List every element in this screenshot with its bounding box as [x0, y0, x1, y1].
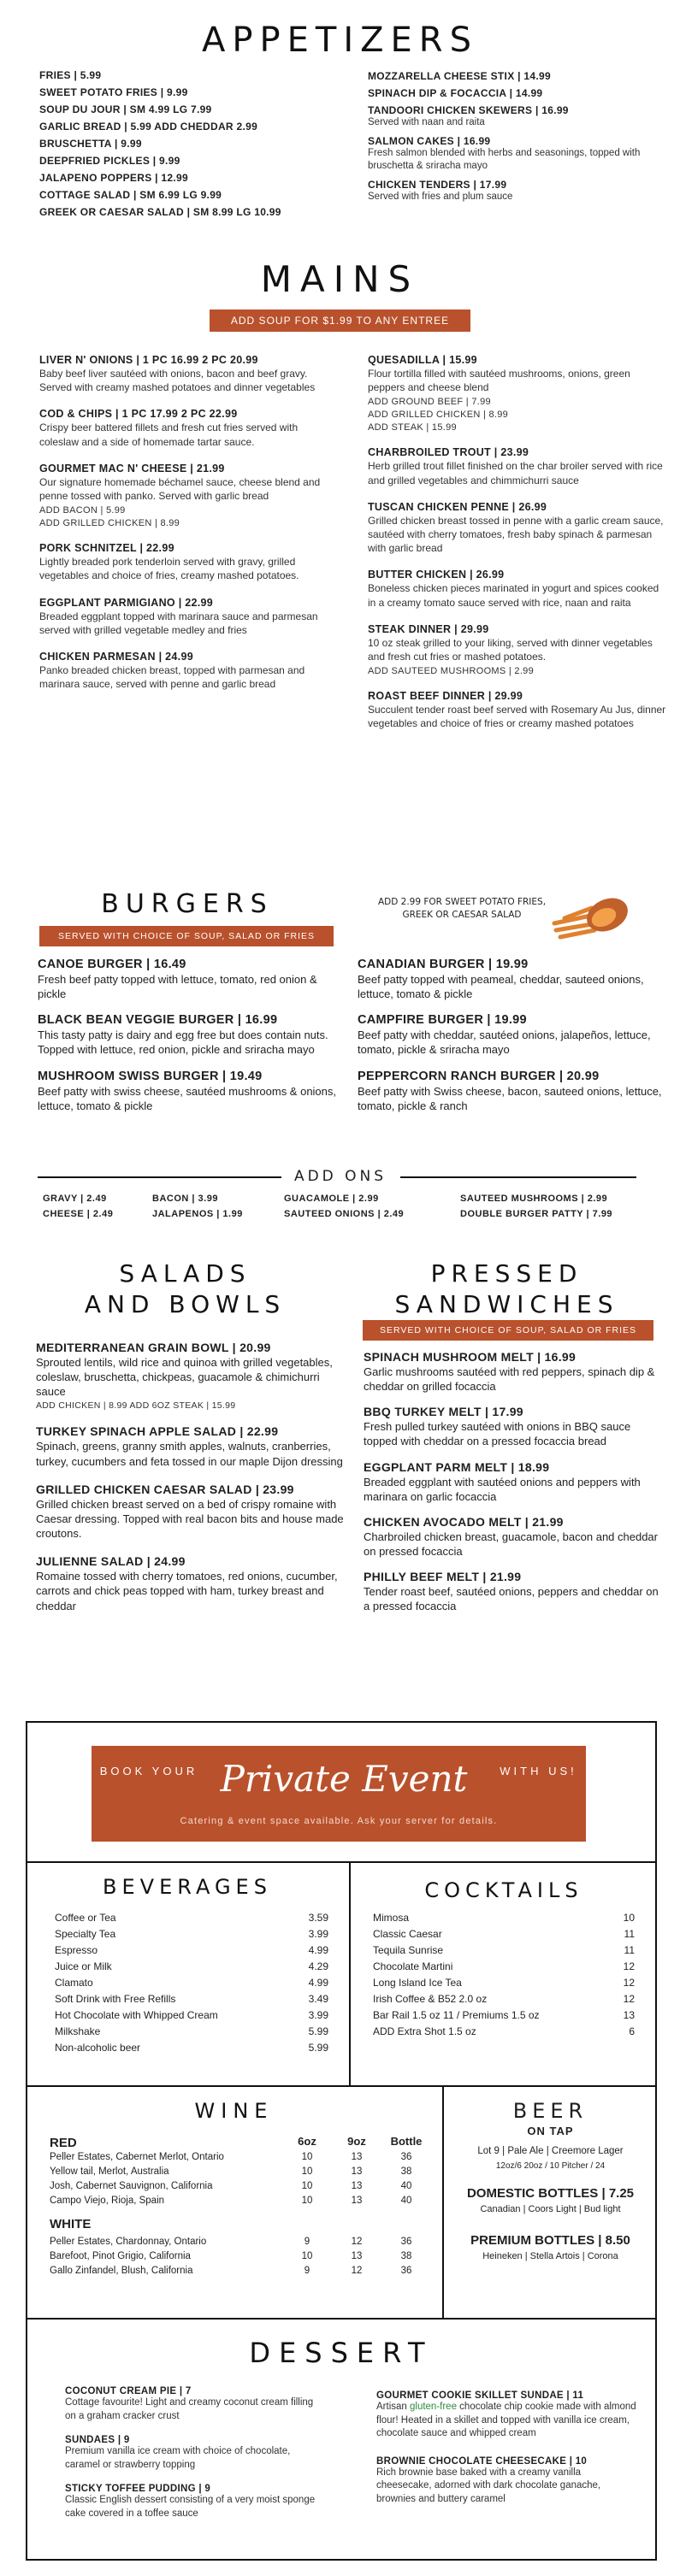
beverage-row [55, 2024, 328, 2040]
beer-title: BEER [512, 2099, 588, 2123]
appetizer-item: GREEK OR CAESAR SALAD | SM 8.99 LG 10.99 [39, 206, 281, 218]
beverage-price: 3.49 [308, 1993, 328, 2005]
beverage-row [55, 1910, 328, 1926]
addons-title: ADD ONS [293, 1168, 387, 1185]
burger-item [38, 1013, 346, 1057]
menu-item [39, 542, 330, 582]
menu-item-addon: ADD GRILLED CHICKEN | 8.99 [368, 410, 509, 421]
beer-on-tap: ON TAP [527, 2125, 574, 2137]
dessert-desc-pre: Artisan [376, 2402, 410, 2412]
addons-column [152, 1191, 243, 1222]
event-with-text: WITH US! [500, 1765, 577, 1777]
cocktail-price: 6 [629, 2025, 635, 2037]
beverage-name: Juice or Milk [55, 1960, 112, 1972]
wine-name: Gallo Zinfandel, Blush, California [50, 2266, 193, 2276]
burger-name: BLACK BEAN VEGGIE BURGER | 16.99 [38, 1013, 278, 1028]
burger-desc: This tasty patty is dairy and egg free but does contain nuts. Topped with lettuce, red onion, pickle and sriracha mayo [38, 1029, 328, 1057]
addon-item: JALAPENOS | 1.99 [152, 1209, 243, 1219]
salad-name: MEDITERRANEAN GRAIN BOWL | 20.99 [36, 1341, 271, 1354]
appetizer-desc: Served with fries and plum sauce [368, 191, 513, 202]
salad-item [36, 1483, 344, 1541]
wine-red-table [50, 2132, 431, 2208]
wine-price: 10 [301, 2181, 313, 2191]
menu-item [39, 408, 330, 448]
appetizer-desc: Fresh salmon blended with herbs and seasonings, topped with bruschetta & sriracha mayo [368, 147, 641, 172]
sandwich-item [364, 1570, 663, 1613]
beverage-price: 3.59 [308, 1912, 328, 1924]
appetizers-right [368, 70, 659, 209]
menu-item [39, 597, 330, 637]
burger-name: MUSHROOM SWISS BURGER | 19.49 [38, 1069, 263, 1083]
burger-item [358, 1070, 665, 1113]
burger-item [358, 958, 665, 1001]
divider-after-drinks [26, 2085, 657, 2087]
wine-price: 13 [351, 2166, 363, 2177]
menu-item [368, 690, 669, 730]
sandwich-desc: Fresh pulled turkey sautéed with onions in BBQ sauce topped with cheddar on a pressed focaccia bread [364, 1420, 631, 1448]
sandwich-item [364, 1405, 663, 1448]
dessert-left [65, 2386, 326, 2532]
menu-item-desc: Succulent tender roast beef served with Rosemary Au Jus, dinner vegetables and choice of fries or creamy mashed potatoes [368, 704, 666, 730]
wine-price: 12 [351, 2237, 363, 2247]
menu-item [368, 569, 669, 609]
burger-desc: Beef patty with swiss cheese, sautéed mushrooms & onions, lettuce, tomato & pickle [38, 1084, 337, 1112]
cocktails-list [373, 1910, 635, 2040]
dessert-name: STICKY TOFFEE PUDDING | 9 [65, 2484, 211, 2495]
cocktail-price: 13 [623, 2009, 635, 2021]
menu-item-name: GOURMET MAC N' CHEESE | 21.99 [39, 462, 225, 475]
appetizer-item: BRUSCHETTA | 9.99 [39, 138, 142, 150]
cocktail-name: Long Island Ice Tea [373, 1977, 462, 1989]
wine-row [50, 2179, 431, 2194]
salad-name: GRILLED CHICKEN CAESAR SALAD | 23.99 [36, 1482, 294, 1496]
beverage-row [55, 1959, 328, 1975]
wine-price: 40 [400, 2196, 412, 2206]
appetizer-name: MOZZARELLA CHEESE STIX | 14.99 [368, 70, 551, 82]
wine-price: 9 [304, 2237, 310, 2247]
burger-name: CAMPFIRE BURGER | 19.99 [358, 1013, 527, 1028]
wine-price: 13 [351, 2152, 363, 2162]
burger-item [358, 1013, 665, 1057]
wine-name: Peller Estates, Chardonnay, Ontario [50, 2237, 207, 2247]
dessert-item [65, 2386, 326, 2423]
cocktail-row [373, 1975, 635, 1991]
wine-header-9oz: 9oz [347, 2135, 366, 2148]
menu-item-desc: Our signature homemade béchamel sauce, cheese blend and penne tossed with panko. Served with garlic bread [39, 475, 321, 502]
cocktail-price: 11 [624, 1944, 635, 1956]
menu-item [39, 651, 330, 691]
beverage-row [55, 1975, 328, 1991]
wine-price: 38 [400, 2166, 412, 2177]
beverage-name: Coffee or Tea [55, 1912, 116, 1924]
cocktail-row [373, 1926, 635, 1942]
cocktail-row [373, 2024, 635, 2040]
addons-column [284, 1191, 404, 1222]
salad-item [36, 1554, 344, 1612]
dessert-right [376, 2390, 637, 2521]
salad-desc: Romaine tossed with cherry tomatoes, red onions, cucumber, carrots and chick peas topped with ham, turkey breast and cheddar [36, 1570, 338, 1612]
menu-item-name: CHICKEN PARMESAN | 24.99 [39, 650, 193, 663]
beverage-row [55, 2007, 328, 2024]
wine-price: 10 [301, 2196, 313, 2206]
menu-item-addon: ADD GROUND BEEF | 7.99 [368, 397, 491, 408]
beverage-name: Hot Chocolate with Whipped Cream [55, 2009, 218, 2021]
beverages-title: BEVERAGES [103, 1875, 272, 1899]
sandwich-desc: Garlic mushrooms sautéed with red peppers, spinach dip & cheddar on grilled focaccia [364, 1365, 655, 1394]
salads-title [38, 1259, 333, 1320]
beverage-row [55, 2040, 328, 2056]
beverage-name: Non-alcoholic beer [55, 2042, 141, 2054]
cocktail-price: 12 [623, 1993, 635, 2005]
salad-name: JULIENNE SALAD | 24.99 [36, 1554, 186, 1569]
wine-white-table [50, 2235, 431, 2278]
wine-price: 36 [400, 2152, 412, 2162]
sandwich-desc: Charbroiled chicken breast, guacamole, bacon and cheddar on pressed focaccia [364, 1530, 658, 1559]
wine-price: 10 [301, 2166, 313, 2177]
wine-row [50, 2194, 431, 2208]
beverage-name: Espresso [55, 1944, 98, 1956]
menu-item-desc: Herb grilled trout fillet finished on the char broiler served with rice and grilled vegetables and chimmichurri sauce [368, 460, 663, 486]
gluten-free-label: gluten-free [410, 2402, 457, 2412]
dessert-item [65, 2484, 326, 2520]
appetizer-item [368, 179, 659, 204]
beer-section [444, 2099, 657, 2261]
menu-item-addon: ADD BACON | 5.99 [39, 505, 126, 516]
wine-price: 13 [351, 2181, 363, 2191]
addon-item: CHEESE | 2.49 [43, 1209, 114, 1219]
addon-item: SAUTEED MUSHROOMS | 2.99 [460, 1194, 608, 1204]
burger-desc: Beef patty with Swiss cheese, bacon, sauteed onions, lettuce, tomato, pickle & ranch [358, 1084, 662, 1112]
cocktails-title: COCKTAILS [424, 1878, 583, 1902]
beverage-price: 4.99 [308, 1944, 328, 1956]
appetizer-name: SPINACH DIP & FOCACCIA | 14.99 [368, 87, 543, 99]
menu-item-addon: ADD GRILLED CHICKEN | 8.99 [39, 518, 180, 529]
beer-premium-list: Heineken | Stella Artois | Corona [482, 2251, 618, 2261]
sandwich-item [364, 1515, 663, 1559]
burger-item [38, 1070, 346, 1113]
dessert-desc [376, 2401, 637, 2441]
beverage-price: 3.99 [308, 2009, 328, 2021]
beverage-price: 4.29 [308, 1960, 328, 1972]
appetizers-title: APPETIZERS [202, 21, 478, 60]
wine-section [50, 2132, 431, 2278]
beverage-price: 5.99 [308, 2042, 328, 2054]
sandwich-name: SPINACH MUSHROOM MELT | 16.99 [364, 1350, 577, 1364]
sandwich-item [364, 1350, 663, 1394]
cocktail-row [373, 2007, 635, 2024]
beverage-price: 3.99 [308, 1928, 328, 1940]
burgers-title: BURGERS [101, 889, 274, 919]
beverage-row [55, 1942, 328, 1959]
appetizer-item: GARLIC BREAD | 5.99 ADD CHEDDAR 2.99 [39, 121, 258, 133]
sandwich-name: EGGPLANT PARM MELT | 18.99 [364, 1459, 550, 1474]
dessert-desc-text: chocolate chip cookie made with almond flour! Heated in a skillet and topped with vanilla ice cream, chocolate sauce and whipped cream [376, 2402, 636, 2439]
event-script-text: Private Event [220, 1758, 468, 1800]
menu-item-name: EGGPLANT PARMIGIANO | 22.99 [39, 596, 214, 609]
appetizer-item: SWEET POTATO FRIES | 9.99 [39, 86, 188, 98]
burgers-band: SERVED WITH CHOICE OF SOUP, SALAD OR FRIES [39, 926, 334, 946]
menu-item-desc: 10 oz steak grilled to your liking, served with dinner vegetables and fresh cut fries or mashed potatoes. [368, 636, 653, 663]
cocktail-name: Mimosa [373, 1912, 410, 1924]
appetizer-item [368, 135, 659, 174]
mains-right [368, 354, 669, 744]
beverage-name: Specialty Tea [55, 1928, 116, 1940]
sandwich-name: PHILLY BEEF MELT | 21.99 [364, 1570, 522, 1584]
appetizer-item: SOUP DU JOUR | SM 4.99 LG 7.99 [39, 103, 212, 115]
sandwiches-band: SERVED WITH CHOICE OF SOUP, SALAD OR FRIES [363, 1320, 653, 1341]
appetizer-name: CHICKEN TENDERS | 17.99 [368, 178, 507, 191]
salad-item [36, 1341, 344, 1411]
wine-name: Barefoot, Pinot Grigio, California [50, 2251, 191, 2261]
wine-row [50, 2249, 431, 2264]
salad-desc: Grilled chicken breast served on a bed of crispy romaine with Caesar dressing. Topped with real bacon bits and house made croutons. [36, 1497, 344, 1541]
salads-title-line1: SALADS [119, 1259, 251, 1288]
cocktail-row [373, 1942, 635, 1959]
addon-item: SAUTEED ONIONS | 2.49 [284, 1209, 405, 1219]
appetizer-item [368, 87, 659, 99]
cocktail-name: Irish Coffee & B52 2.0 oz [373, 1993, 488, 2005]
wine-name: Josh, Cabernet Sauvignon, California [50, 2181, 213, 2191]
burger-name: CANOE BURGER | 16.49 [38, 958, 186, 971]
addons-rule-right [400, 1176, 636, 1178]
wine-price: 10 [301, 2251, 313, 2261]
wine-name: Campo Viejo, Rioja, Spain [50, 2196, 165, 2206]
sandwich-name: BBQ TURKEY MELT | 17.99 [364, 1405, 523, 1419]
sandwiches-title-line2: SANDWICHES [394, 1290, 619, 1318]
wine-price: 12 [351, 2266, 363, 2276]
dessert-desc: Cottage favourite! Light and creamy coconut cream filling on a graham cracker crust [65, 2397, 314, 2421]
menu-item [368, 501, 669, 556]
dessert-desc: Classic English dessert consisting of a very moist sponge cake covered in a toffee sauce [65, 2495, 316, 2519]
wine-price: 13 [351, 2196, 363, 2206]
appetizer-item: FRIES | 5.99 [39, 69, 102, 81]
cocktail-name: ADD Extra Shot 1.5 oz [373, 2025, 476, 2037]
wine-row [50, 2264, 431, 2278]
menu-item-name: PORK SCHNITZEL | 22.99 [39, 542, 174, 555]
beer-tap-list: Lot 9 | Pale Ale | Creemore Lager [477, 2146, 624, 2156]
menu-item-name: LIVER N' ONIONS | 1 PC 16.99 2 PC 20.99 [39, 354, 258, 366]
dessert-item [65, 2435, 326, 2472]
wine-price: 9 [304, 2266, 310, 2276]
wine-price: 36 [400, 2266, 412, 2276]
wine-white-label: WHITE [50, 2217, 92, 2231]
dessert-name: GOURMET COOKIE SKILLET SUNDAE | 11 [376, 2390, 584, 2401]
sweet-potato-icon [547, 889, 633, 942]
sandwich-desc: Tender roast beef, sautéed onions, peppers and cheddar on a pressed focaccia [364, 1585, 659, 1613]
wine-price: 40 [400, 2181, 412, 2191]
beverage-name: Milkshake [55, 2025, 101, 2037]
menu-item-name: STEAK DINNER | 29.99 [368, 622, 489, 635]
wine-price: 38 [400, 2251, 412, 2261]
sandwich-desc: Breaded eggplant with sautéed onions and peppers with marinara on garlic focaccia [364, 1475, 641, 1503]
beer-domestic-list: Canadian | Coors Light | Bud light [480, 2204, 621, 2214]
burger-item [38, 958, 346, 1001]
menu-item [368, 623, 669, 676]
appetizer-desc: Served with naan and raita [368, 117, 485, 127]
dessert-desc-text: Rich brownie base baked with a creamy vanilla cheesecake, adorned with dark chocolate ganache, brownies and buttery caramel [376, 2467, 601, 2504]
wine-row [50, 2235, 431, 2249]
salad-desc: Spinach, greens, granny smith apples, walnuts, cranberries, turkey, cucumbers and feta tossed in our maple Dijon dressing [36, 1440, 343, 1468]
appetizer-name: TANDOORI CHICKEN SKEWERS | 16.99 [368, 104, 569, 116]
menu-item-name: CHARBROILED TROUT | 23.99 [368, 446, 529, 459]
cocktail-name: Bar Rail 1.5 oz 11 / Premiums 1.5 oz [373, 2009, 540, 2021]
appetizer-item [368, 70, 659, 82]
menu-item-name: COD & CHIPS | 1 PC 17.99 2 PC 22.99 [39, 408, 238, 421]
appetizer-item [368, 104, 659, 130]
wine-header-6oz: 6oz [298, 2135, 316, 2148]
menu-item-desc: Baby beef liver sautéed with onions, bacon and beef gravy. Served with creamy mashed potatoes and dinner vegetables [39, 368, 316, 394]
addons-column [43, 1191, 113, 1222]
cocktail-row [373, 1991, 635, 2007]
wine-name: Yellow tail, Merlot, Australia [50, 2166, 169, 2177]
burger-name: CANADIAN BURGER | 19.99 [358, 958, 529, 971]
burgers-right [358, 958, 665, 1125]
beverage-row [55, 1991, 328, 2007]
beverage-name: Clamato [55, 1977, 93, 1989]
sandwiches-title [359, 1259, 654, 1320]
appetizer-name: SALMON CAKES | 16.99 [368, 134, 491, 147]
menu-item-name: TUSCAN CHICKEN PENNE | 26.99 [368, 500, 547, 513]
salad-name: TURKEY SPINACH APPLE SALAD | 22.99 [36, 1424, 279, 1439]
cocktail-price: 10 [623, 1912, 635, 1924]
wine-row [50, 2165, 431, 2179]
dessert-title: DESSERT [249, 2337, 434, 2369]
menu-item-name: QUESADILLA | 15.99 [368, 354, 477, 366]
mains-title: MAINS [260, 258, 420, 300]
burgers-note: ADD 2.99 FOR SWEET POTATO FRIES, GREEK OR CAESAR SALAD [377, 897, 547, 920]
wine-price: 10 [301, 2152, 313, 2162]
appetizer-item: JALAPENO POPPERS | 12.99 [39, 172, 188, 184]
dessert-desc [376, 2467, 637, 2507]
wine-name: Peller Estates, Cabernet Merlot, Ontario [50, 2152, 224, 2162]
divider-before-dessert [26, 2318, 657, 2320]
burger-name: PEPPERCORN RANCH BURGER | 20.99 [358, 1069, 600, 1083]
salad-item [36, 1424, 344, 1468]
cocktail-price: 11 [624, 1928, 635, 1940]
beverage-row [55, 1926, 328, 1942]
event-subtext: Catering & event space available. Ask your server for details. [180, 1816, 498, 1826]
sandwiches-list [364, 1350, 663, 1625]
menu-item-name: ROAST BEEF DINNER | 29.99 [368, 690, 523, 703]
burger-desc: Beef patty topped with peameal, cheddar, sauteed onions, lettuce, tomato & pickle [358, 973, 644, 1001]
appetizers-left [39, 67, 356, 221]
menu-item-desc: Boneless chicken pieces marinated in yogurt and spices cooked in a creamy tomato sauce served with rice, naan and raita [368, 582, 659, 609]
wine-price: 13 [351, 2251, 363, 2261]
addons-rule-left [38, 1176, 281, 1178]
mains-soup-band: ADD SOUP FOR $1.99 TO ANY ENTREE [210, 309, 470, 332]
beer-domestic: DOMESTIC BOTTLES | 7.25 [466, 2186, 635, 2201]
salads-list [36, 1341, 344, 1627]
menu-item-addon: ADD STEAK | 15.99 [368, 422, 457, 433]
menu-item-desc: Panko breaded chicken breast, topped with parmesan and marinara sauce, served with penne and garlic bread [39, 663, 305, 691]
beverages-list [55, 1910, 328, 2056]
dessert-name: SUNDAES | 9 [65, 2435, 130, 2446]
cocktail-name: Tequila Sunrise [373, 1944, 444, 1956]
cocktail-row [373, 1959, 635, 1975]
cocktail-name: Chocolate Martini [373, 1960, 453, 1972]
salad-addon: ADD CHICKEN | 8.99 ADD 6OZ STEAK | 15.99 [36, 1400, 236, 1412]
cocktail-price: 12 [623, 1977, 635, 1989]
menu-item-name: BUTTER CHICKEN | 26.99 [368, 569, 505, 581]
cocktail-name: Classic Caesar [373, 1928, 442, 1940]
menu-item-desc: Crispy beer battered fillets and fresh cut fries served with coleslaw and a side of homemade tartar sauce. [39, 421, 299, 448]
sandwich-item [364, 1460, 663, 1504]
private-event-banner [92, 1746, 586, 1842]
divider-after-banner [26, 1861, 657, 1863]
dessert-desc: Premium vanilla ice cream with choice of chocolate, caramel or strawberry topping [65, 2446, 291, 2470]
appetizer-item: DEEPFRIED PICKLES | 9.99 [39, 155, 180, 167]
beverage-name: Soft Drink with Free Refills [55, 1993, 176, 2005]
menu-item [39, 354, 330, 394]
beer-tap-sizes: 12oz/6 20oz / 10 Pitcher / 24 [495, 2161, 606, 2171]
sandwich-name: CHICKEN AVOCADO MELT | 21.99 [364, 1514, 564, 1529]
burger-desc: Beef patty with cheddar, sautéed onions, jalapeños, lettuce, tomato, pickle & sriracha mayo [358, 1029, 651, 1057]
burger-desc: Fresh beef patty topped with lettuce, tomato, red onion & pickle [38, 973, 317, 1001]
appetizer-item: COTTAGE SALAD | SM 6.99 LG 9.99 [39, 189, 222, 201]
menu-item-desc: Flour tortilla filled with sautéed mushrooms, onions, green peppers and cheese blend [368, 368, 630, 394]
addons-column [460, 1191, 612, 1222]
dessert-item [376, 2456, 637, 2507]
beer-premium: PREMIUM BOTTLES | 8.50 [470, 2233, 630, 2248]
dessert-item [376, 2390, 637, 2441]
sandwiches-title-line1: PRESSED [430, 1259, 583, 1288]
salad-desc: Sprouted lentils, wild rice and quinoa with grilled vegetables, coleslaw, bruschetta, chickpeas, guacamole & chimichurri sauce [36, 1356, 333, 1399]
dessert-name: BROWNIE CHOCOLATE CHEESECAKE | 10 [376, 2455, 588, 2467]
wine-title: WINE [194, 2099, 274, 2123]
cocktail-row [373, 1910, 635, 1926]
wine-row [50, 2150, 431, 2165]
cocktail-price: 12 [623, 1960, 635, 1972]
menu-item-addon: ADD SAUTEED MUSHROOMS | 2.99 [368, 666, 535, 677]
burgers-left [38, 958, 346, 1125]
menu-item-desc: Grilled chicken breast tossed in penne with a garlic cream sauce, sautéed with cherry tomatoes, fresh baby spinach & parmesan with garlic bread [368, 514, 664, 555]
addon-item: GRAVY | 2.49 [43, 1194, 107, 1204]
wine-price: 36 [400, 2237, 412, 2247]
menu-item [368, 354, 669, 433]
addon-item: DOUBLE BURGER PATTY | 7.99 [460, 1209, 613, 1219]
menu-item [39, 463, 330, 528]
menu-item-desc: Breaded eggplant topped with marinara sauce and parmesan served with grilled vegetable medley and fries [39, 610, 318, 636]
menu-item [368, 446, 669, 486]
menu-item-desc: Lightly breaded pork tenderloin served with gravy, grilled vegetables and choice of fries, creamy mashed potatoes. [39, 556, 299, 582]
addon-item: BACON | 3.99 [152, 1194, 218, 1204]
salads-title-line2: AND BOWLS [84, 1290, 287, 1318]
wine-header-bottle: Bottle [390, 2135, 423, 2148]
mains-left [39, 354, 330, 704]
addon-item: GUACAMOLE | 2.99 [284, 1194, 379, 1204]
beverage-price: 5.99 [308, 2025, 328, 2037]
dessert-name: COCONUT CREAM PIE | 7 [65, 2386, 192, 2396]
beverage-price: 4.99 [308, 1977, 328, 1989]
event-book-text: BOOK YOUR [99, 1765, 198, 1777]
wine-red-label: RED [50, 2136, 77, 2150]
